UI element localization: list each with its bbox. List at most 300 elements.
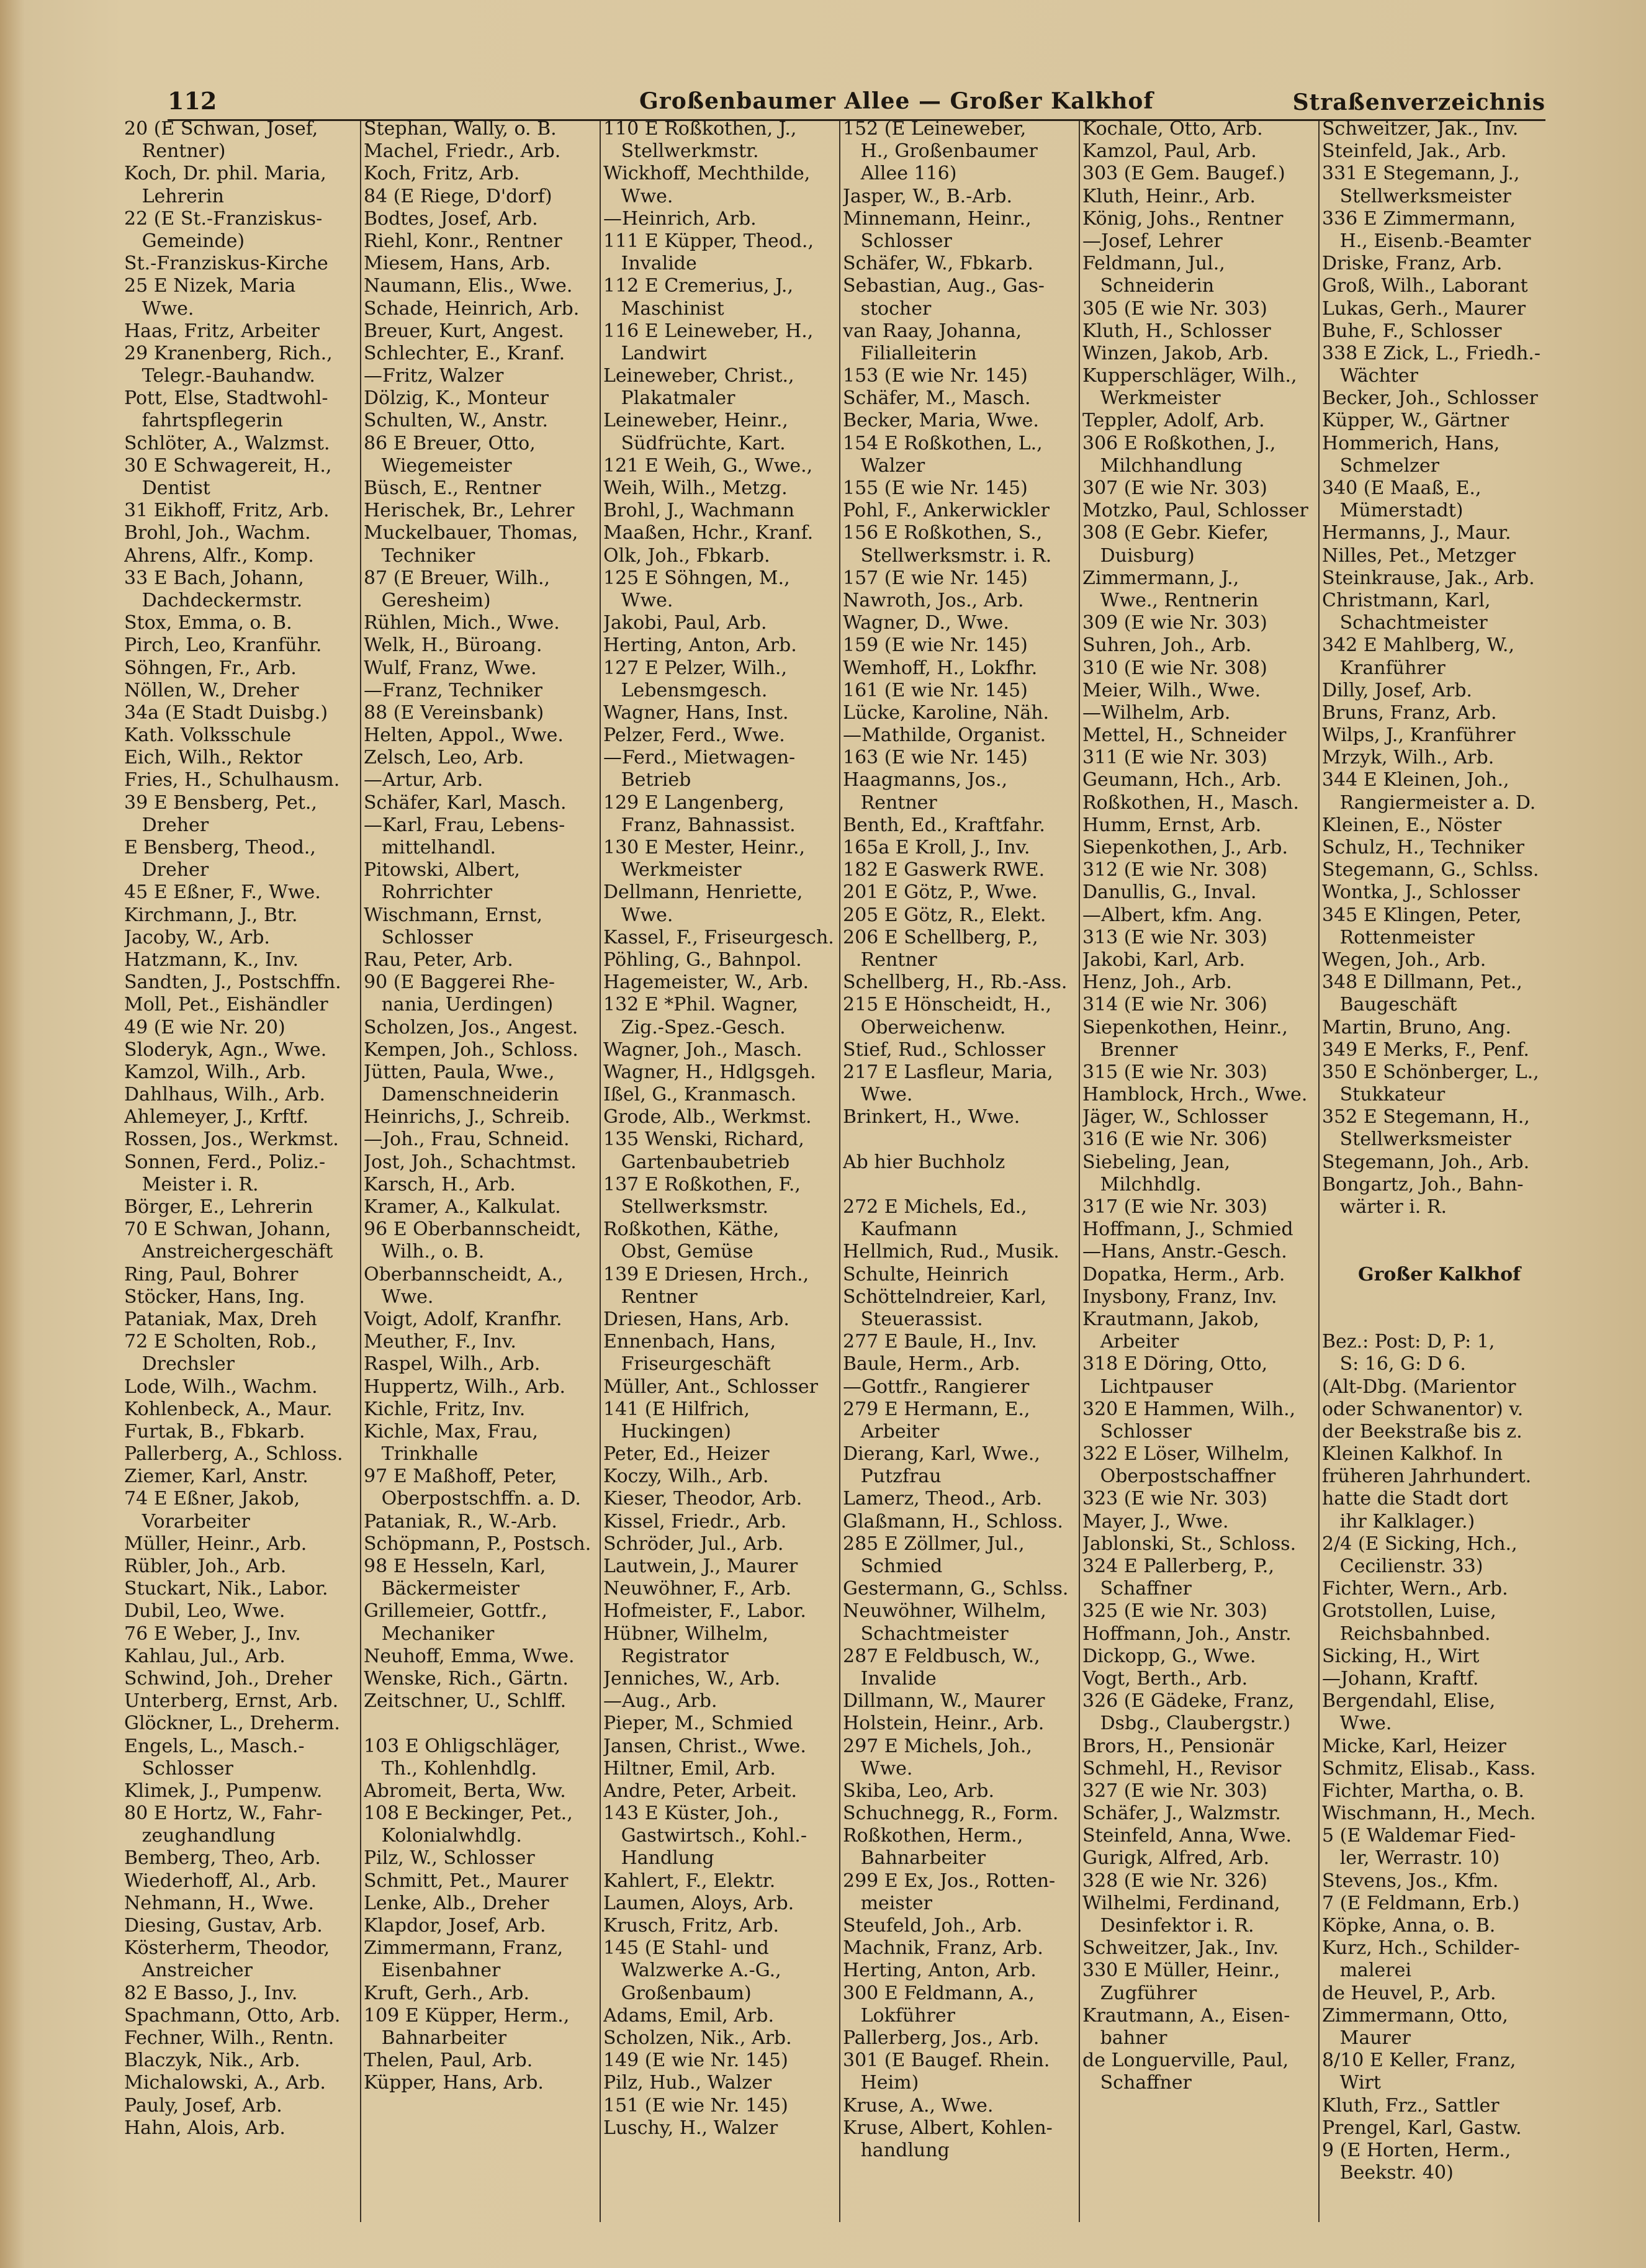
entry-line: Dierang, Karl, Wwe., xyxy=(843,1443,1040,1465)
entry-line: Weih, Wilh., Metzg. xyxy=(603,477,788,499)
entry-line: 217 E Lasfleur, Maria, xyxy=(843,1061,1053,1083)
entry-line: Koczy, Wilh., Arb. xyxy=(603,1465,769,1488)
entry-line: der Beekstraße bis z. xyxy=(1322,1420,1522,1442)
entry-line: Danullis, G., Inval. xyxy=(1082,881,1257,904)
entry-line: Andre, Peter, Arbeit. xyxy=(603,1780,798,1802)
entry-line: nania, Uerdingen) xyxy=(364,994,554,1016)
entry-line: Vorarbeiter xyxy=(124,1510,250,1532)
entry-line: 7 (E Feldmann, Erb.) xyxy=(1322,1892,1520,1914)
entry-line: Heinrichs, J., Schreib. xyxy=(364,1106,570,1128)
entry-line: Welk, H., Büroang. xyxy=(364,634,542,657)
entry-line: —Mathilde, Organist. xyxy=(843,724,1046,747)
entry-line: de Longuerville, Paul, xyxy=(1082,2050,1289,2072)
column-4 xyxy=(843,118,1077,2228)
entry-line: Pitowski, Albert, xyxy=(364,859,520,881)
entry-line: 326 (E Gädeke, Franz, xyxy=(1082,1690,1295,1712)
entry-line: 338 E Zick, L., Friedh.- xyxy=(1322,342,1540,364)
entry-line: Filialleiterin xyxy=(843,342,977,364)
entry-line: Schmelzer xyxy=(1322,454,1439,477)
entry-line: 344 E Kleinen, Joh., xyxy=(1322,769,1509,791)
entry-line: Techniker xyxy=(364,544,475,567)
entry-line: 215 E Hönscheidt, H., xyxy=(843,994,1052,1016)
entry-line: Kempen, Joh., Schloss. xyxy=(364,1038,578,1061)
entry-line: Hamblock, Hrch., Wwe. xyxy=(1082,1084,1308,1106)
entry-line: Fichter, Martha, o. B. xyxy=(1322,1780,1524,1802)
entry-line: Lamerz, Theod., Arb. xyxy=(843,1488,1042,1510)
entry-line: Milchhandlung xyxy=(1082,454,1243,477)
entry-line: Kamzol, Wilh., Arb. xyxy=(124,1061,307,1083)
entry-line: Kramer, A., Kalkulat. xyxy=(364,1196,561,1218)
entry-line: Krautmann, A., Eisen- xyxy=(1082,2004,1290,2027)
entry-line: 277 E Baule, H., Inv. xyxy=(843,1331,1037,1353)
entry-line: Neuhoff, Emma, Wwe. xyxy=(364,1645,575,1667)
entry-line: Neuwöhner, Wilhelm, xyxy=(843,1600,1046,1622)
entry-line: 308 (E Gebr. Kiefer, xyxy=(1082,522,1269,544)
entry-line: Wagner, Hans, Inst. xyxy=(603,701,789,724)
entry-line: Stellwerksmstr. xyxy=(603,1196,768,1218)
entry-line: Stuckart, Nik., Labor. xyxy=(124,1578,328,1600)
entry-line: Eisenbahner xyxy=(364,1960,501,1982)
entry-line: Feldmann, Jul., xyxy=(1082,253,1225,275)
entry-line: Luschy, H., Walzer xyxy=(603,2117,778,2139)
entry-line: Schöpmann, P., Postsch. xyxy=(364,1532,591,1555)
entry-line: Dopatka, Herm., Arb. xyxy=(1082,1263,1285,1285)
entry-line: Kissel, Friedr., Arb. xyxy=(603,1510,787,1532)
entry-line: Oberpostschffn. a. D. xyxy=(364,1488,581,1510)
entry-line: Jost, Joh., Schachtmst. xyxy=(364,1151,577,1173)
entry-line: Stox, Emma, o. B. xyxy=(124,612,292,634)
entry-line: 306 E Roßkothen, J., xyxy=(1082,432,1276,454)
entry-line: Büsch, E., Rentner xyxy=(364,477,541,499)
entry-line: Brors, H., Pensionär xyxy=(1082,1735,1274,1757)
entry-line: Jasper, W., B.-Arb. xyxy=(843,185,1013,207)
entry-line: Brohl, J., Wachmann xyxy=(603,500,794,522)
entry-line: 143 E Küster, Joh., xyxy=(603,1802,780,1825)
entry-line: Raspel, Wilh., Arb. xyxy=(364,1353,541,1375)
entry-line: Bergendahl, Elise, xyxy=(1322,1690,1496,1712)
entry-line: Nawroth, Jos., Arb. xyxy=(843,589,1024,611)
entry-line: 272 E Michels, Ed., xyxy=(843,1196,1027,1218)
entry-line: Michalowski, A., Arb. xyxy=(124,2072,326,2094)
entry-line: Vogt, Berth., Arb. xyxy=(1082,1667,1248,1690)
entry-line: Machnik, Franz, Arb. xyxy=(843,1937,1043,1960)
entry-line: Rossen, Jos., Werkmst. xyxy=(124,1128,339,1151)
entry-line: Schäfer, W., Fbkarb. xyxy=(843,253,1033,275)
entry-line: Ahrens, Alfr., Komp. xyxy=(124,544,314,567)
entry-line: 30 E Schwagereit, H., xyxy=(124,454,332,477)
entry-line: Mettel, H., Schneider xyxy=(1082,724,1287,747)
entry-line: Prengel, Karl, Gastw. xyxy=(1322,2117,1522,2139)
entry-line: 311 (E wie Nr. 303) xyxy=(1082,747,1267,769)
entry-line xyxy=(1322,1286,1557,1308)
entry-line: Franz, Bahnassist. xyxy=(603,814,796,836)
entry-line: Kieser, Theodor, Arb. xyxy=(603,1488,803,1510)
entry-line: Telegr.-Bauhandw. xyxy=(124,365,315,387)
entry-line: 314 (E wie Nr. 306) xyxy=(1082,994,1267,1016)
entry-line: oder Schwanentor) v. xyxy=(1322,1398,1524,1420)
entry-line: Rübler, Joh., Arb. xyxy=(124,1555,287,1577)
entry-line: Kohlenbeck, A., Maur. xyxy=(124,1398,333,1420)
entry-line: Rentner xyxy=(843,948,937,971)
entry-line: 82 E Basso, J., Inv. xyxy=(124,1982,298,2004)
entry-line: 70 E Schwan, Johann, xyxy=(124,1218,331,1241)
entry-line: 287 E Feldbusch, W., xyxy=(843,1645,1040,1667)
entry-line: H., Großenbaumer xyxy=(843,140,1038,163)
entry-line: 108 E Beckinger, Pet., xyxy=(364,1802,573,1825)
entry-line: 80 E Hortz, W., Fahr- xyxy=(124,1802,323,1825)
entry-line: Brohl, Joh., Wachm. xyxy=(124,522,311,544)
entry-line: Skiba, Leo, Arb. xyxy=(843,1780,995,1802)
entry-line: Ennenbach, Hans, xyxy=(603,1331,776,1353)
entry-line: Wilps, J., Kranführer xyxy=(1322,724,1516,747)
column-divider xyxy=(1079,121,1080,2222)
entry-line xyxy=(1322,1218,1557,1241)
entry-line: 316 (E wie Nr. 306) xyxy=(1082,1128,1267,1151)
entry-line: König, Johs., Rentner xyxy=(1082,207,1284,230)
entry-line: 125 E Söhngen, M., xyxy=(603,567,790,589)
entry-line: Sloderyk, Agn., Wwe. xyxy=(124,1038,327,1061)
entry-line: Wächter xyxy=(1322,365,1418,387)
entry-line: —Franz, Techniker xyxy=(364,679,542,701)
entry-line: Pohl, F., Ankerwickler xyxy=(843,500,1050,522)
entry-line: Bruns, Franz, Arb. xyxy=(1322,701,1497,724)
entry-line: —Aug., Arb. xyxy=(603,1690,717,1712)
entry-line: Jakobi, Karl, Arb. xyxy=(1082,948,1246,971)
entry-line: Großenbaum) xyxy=(603,1982,752,2004)
entry-line: 29 Kranenberg, Rich., xyxy=(124,342,333,364)
entry-line: Schlosser xyxy=(364,926,473,948)
entry-line: 350 E Schönberger, L., xyxy=(1322,1061,1539,1083)
entry-line: Steufeld, Joh., Arb. xyxy=(843,1915,1023,1937)
entry-line: —Hans, Anstr.-Gesch. xyxy=(1082,1241,1287,1263)
entry-line: Schachtmeister xyxy=(843,1622,1009,1645)
entry-line: Buhe, F., Schlosser xyxy=(1322,320,1502,342)
entry-line: Kluth, Heinr., Arb. xyxy=(1082,185,1256,207)
entry-line: Wwe. xyxy=(603,904,673,926)
entry-line: Scholzen, Jos., Angest. xyxy=(364,1016,578,1038)
entry-line: —Ferd., Mietwagen- xyxy=(603,747,796,769)
entry-line: Humm, Ernst, Arb. xyxy=(1082,814,1262,836)
entry-line xyxy=(1322,1241,1557,1263)
entry-line: Zelsch, Leo, Arb. xyxy=(364,747,524,769)
entry-line: Stief, Rud., Schlosser xyxy=(843,1038,1046,1061)
entry-line: Benth, Ed., Kraftfahr. xyxy=(843,814,1045,836)
entry-line: Pataniak, Max, Dreh xyxy=(124,1308,317,1330)
entry-line: Rentner) xyxy=(124,140,226,163)
column-5 xyxy=(1082,118,1317,2228)
entry-line: 112 E Cremerius, J., xyxy=(603,275,793,297)
entry-line: Pilz, Hub., Walzer xyxy=(603,2072,772,2094)
entry-line: 313 (E wie Nr. 303) xyxy=(1082,926,1267,948)
entry-line: Wagner, H., Hdlgsgeh. xyxy=(603,1061,816,1083)
entry-line: Kruse, Albert, Kohlen- xyxy=(843,2117,1053,2139)
entry-line: Teppler, Adolf, Arb. xyxy=(1082,410,1265,432)
entry-line: Wickhoff, Mechthilde, xyxy=(603,163,811,185)
entry-line: Pallerberg, A., Schloss. xyxy=(124,1443,343,1465)
entry-line: 349 E Merks, F., Penf. xyxy=(1322,1038,1529,1061)
entry-line: 331 E Stegemann, J., xyxy=(1322,163,1520,185)
entry-line: Schlosser xyxy=(124,1757,233,1780)
entry-line: Nöllen, W., Dreher xyxy=(124,679,299,701)
entry-line: E Bensberg, Theod., xyxy=(124,837,316,858)
column-divider xyxy=(600,121,601,2222)
entry-line: Stöcker, Hans, Ing. xyxy=(124,1285,305,1308)
entry-line: Blaczyk, Nik., Arb. xyxy=(124,2050,300,2072)
entry-line: Haagmanns, Jos., xyxy=(843,769,1008,791)
entry-line: Duisburg) xyxy=(1082,544,1195,567)
entry-line: Olk, Joh., Fbkarb. xyxy=(603,544,770,567)
entry-line: Hermanns, J., Maur. xyxy=(1322,522,1511,544)
entry-line: Bahnarbeiter xyxy=(843,1847,986,1870)
street-heading: Großer Kalkhof xyxy=(1358,1263,1521,1285)
entry-line: Neuwöhner, F., Arb. xyxy=(603,1578,792,1600)
entry-line: —Artur, Arb. xyxy=(364,769,483,791)
entry-line: Christmann, Karl, xyxy=(1322,589,1491,611)
entry-line: 31 Eikhoff, Fritz, Arb. xyxy=(124,500,330,522)
entry-line: Hoffmann, J., Schmied xyxy=(1082,1218,1293,1241)
entry-line: Gastwirtsch., Kohl.- xyxy=(603,1825,807,1847)
entry-line: 154 E Roßkothen, L., xyxy=(843,432,1043,454)
entry-line: 139 E Driesen, Hrch., xyxy=(603,1263,809,1285)
entry-line: 318 E Döring, Otto, xyxy=(1082,1353,1268,1375)
entry-line: Schröder, Jul., Arb. xyxy=(603,1532,784,1555)
entry-line: 98 E Hesseln, Karl, xyxy=(364,1555,546,1577)
entry-line: Jacoby, W., Arb. xyxy=(124,926,270,948)
entry-line: Maaßen, Hchr., Kranf. xyxy=(603,522,814,544)
entry-line: 25 E Nizek, Maria xyxy=(124,275,296,297)
entry-line: Jablonski, St., Schloss. xyxy=(1082,1532,1297,1555)
entry-line: Arbeiter xyxy=(843,1420,940,1442)
entry-line: 103 E Ohligschläger, xyxy=(364,1735,561,1757)
entry-line: Steinkrause, Jak., Arb. xyxy=(1322,567,1535,589)
entry-line: Stevens, Jos., Kfm. xyxy=(1322,1870,1499,1892)
entry-line: Müller, Heinr., Arb. xyxy=(124,1532,307,1555)
entry-line: Huckingen) xyxy=(603,1420,731,1442)
entry-line: Wenske, Rich., Gärtn. xyxy=(364,1667,569,1690)
entry-line: 109 E Küpper, Herm., xyxy=(364,2004,570,2027)
entry-line: Stellwerkmstr. xyxy=(603,140,759,163)
page-number: 112 xyxy=(168,87,217,115)
entry-line: Schwind, Joh., Dreher xyxy=(124,1667,333,1690)
entry-line: Thelen, Paul, Arb. xyxy=(364,2050,533,2072)
entry-line: Inysbony, Franz, Inv. xyxy=(1082,1285,1277,1308)
entry-line: Roßkothen, Herm., xyxy=(843,1825,1023,1847)
entry-line: Schlosser xyxy=(1082,1420,1192,1442)
entry-line: Pott, Else, Stadtwohl- xyxy=(124,387,328,410)
entry-line: St.-Franziskus-Kirche xyxy=(124,253,328,275)
entry-line: 155 (E wie Nr. 145) xyxy=(843,477,1028,499)
entry-line: 312 (E wie Nr. 308) xyxy=(1082,859,1267,881)
entry-line: —Josef, Lehrer xyxy=(1082,230,1223,252)
entry-line: fahrtspflegerin xyxy=(124,410,283,432)
entry-line: Bodtes, Josef, Arb. xyxy=(364,207,538,230)
entry-line: Trinkhalle xyxy=(364,1443,479,1465)
entry-line: Wilhelmi, Ferdinand, xyxy=(1082,1892,1280,1914)
entry-line: 161 (E wie Nr. 145) xyxy=(843,679,1028,701)
entry-line: Mechaniker xyxy=(364,1622,495,1645)
entry-line: 97 E Maßhoff, Peter, xyxy=(364,1465,557,1488)
entry-line: Stegemann, Joh., Arb. xyxy=(1322,1151,1530,1173)
entry-line: Nilles, Pet., Metzger xyxy=(1322,544,1516,567)
entry-line: Kirchmann, J., Btr. xyxy=(124,904,298,926)
entry-line: Söhngen, Fr., Arb. xyxy=(124,657,297,679)
entry-line: 345 E Klingen, Peter, xyxy=(1322,904,1522,926)
entry-line: 74 E Eßner, Jakob, xyxy=(124,1488,300,1510)
entry-line: Kupperschläger, Wilh., xyxy=(1082,365,1297,387)
entry-line: Schuchnegg, R., Form. xyxy=(843,1802,1059,1825)
entry-line: Lebensmgesch. xyxy=(603,679,768,701)
entry-line: Wagner, Joh., Masch. xyxy=(603,1038,803,1061)
entry-line: Schulten, W., Anstr. xyxy=(364,410,549,432)
entry-line: Küpper, Hans, Arb. xyxy=(364,2072,544,2094)
entry-line: 201 E Götz, P., Wwe. xyxy=(843,881,1038,904)
entry-line: ler, Werrastr. 10) xyxy=(1322,1847,1500,1870)
entry-line: 152 (E Leineweber, xyxy=(843,118,1027,140)
entry-line: 352 E Stegemann, H., xyxy=(1322,1106,1530,1128)
entry-line: Stukkateur xyxy=(1322,1084,1446,1106)
entry-line: 84 (E Riege, D'dorf) xyxy=(364,185,552,207)
entry-line: Zimmermann, J., xyxy=(1082,567,1239,589)
entry-line: Anstreichergeschäft xyxy=(124,1241,333,1263)
entry-line: Fechner, Wilh., Rentn. xyxy=(124,2027,335,2049)
entry-line: 130 E Mester, Heinr., xyxy=(603,837,805,858)
entry-line: Schmitt, Pet., Maurer xyxy=(364,1870,569,1892)
entry-line: —Karl, Frau, Lebens- xyxy=(364,814,565,836)
page-header xyxy=(168,82,1545,121)
entry-line: Maurer xyxy=(1322,2027,1411,2049)
entry-line: 45 E Eßner, F., Wwe. xyxy=(124,881,321,904)
entry-line: Engels, L., Masch.- xyxy=(124,1735,305,1757)
entry-line: Stellwerksmstr. i. R. xyxy=(843,544,1052,567)
entry-line: Klimek, J., Pumpenw. xyxy=(124,1780,323,1802)
entry-line: Stegemann, G., Schlss. xyxy=(1322,859,1539,881)
entry-line: Groß, Wilh., Laborant xyxy=(1322,275,1528,297)
entry-line: 309 (E wie Nr. 303) xyxy=(1082,612,1267,634)
entry-line: Rentner xyxy=(843,791,937,814)
entry-line: 279 E Hermann, E., xyxy=(843,1398,1030,1420)
entry-line: 86 E Breuer, Otto, xyxy=(364,432,536,454)
entry-line: Lücke, Karoline, Näh. xyxy=(843,701,1050,724)
entry-line: Schulte, Heinrich xyxy=(843,1263,1009,1285)
entry-line: Oberbannscheidt, A., xyxy=(364,1263,564,1285)
entry-line: Zugführer xyxy=(1082,1982,1197,2004)
entry-line: Wemhoff, H., Lokfhr. xyxy=(843,657,1038,679)
entry-line: Ring, Paul, Bohrer xyxy=(124,1263,299,1285)
entry-line: Allee 116) xyxy=(843,163,957,185)
entry-line: Leineweber, Heinr., xyxy=(603,410,788,432)
entry-line: 336 E Zimmermann, xyxy=(1322,207,1516,230)
entry-line: Nehmann, H., Wwe. xyxy=(124,1892,314,1914)
entry-line xyxy=(843,1128,1077,1151)
entry-line: Milchhdlg. xyxy=(1082,1173,1202,1195)
entry-line: Friseurgeschäft xyxy=(603,1353,771,1375)
entry-line: Schäfer, M., Masch. xyxy=(843,387,1031,410)
entry-line: Kamzol, Paul, Arb. xyxy=(1082,140,1257,163)
entry-line: 206 E Schellberg, P., xyxy=(843,926,1038,948)
entry-line: mittelhandl. xyxy=(364,837,496,858)
entry-line: Schlosser xyxy=(843,230,952,252)
entry-line: ihr Kalklager.) xyxy=(1322,1510,1475,1532)
entry-line: Herischek, Br., Lehrer xyxy=(364,500,575,522)
entry-line: Hagemeister, W., Arb. xyxy=(603,971,809,994)
entry-line: Diesing, Gustav, Arb. xyxy=(124,1915,323,1937)
entry-line: Wwe., Rentnerin xyxy=(1082,589,1259,611)
entry-line: Abromeit, Berta, Ww. xyxy=(364,1780,566,1802)
entry-line: Grotstollen, Luise, xyxy=(1322,1600,1496,1622)
entry-line: Jütten, Paula, Wwe., xyxy=(364,1061,555,1083)
entry-line: 310 (E wie Nr. 308) xyxy=(1082,657,1267,679)
entry-line: van Raay, Johanna, xyxy=(843,320,1022,342)
entry-line: malerei xyxy=(1322,1960,1411,1982)
entry-line: 96 E Oberbannscheidt, xyxy=(364,1218,582,1241)
entry-line: zeughandlung xyxy=(124,1825,276,1847)
entry-line: —Fritz, Walzer xyxy=(364,365,504,387)
entry-line: Leineweber, Christ., xyxy=(603,365,794,387)
entry-line: Beekstr. 40) xyxy=(1322,2162,1454,2184)
entry-line: 297 E Michels, Joh., xyxy=(843,1735,1032,1757)
entry-line: 39 E Bensberg, Pet., xyxy=(124,791,317,814)
entry-line: 307 (E wie Nr. 303) xyxy=(1082,477,1267,499)
entry-line: 299 E Ex, Jos., Rotten- xyxy=(843,1870,1056,1892)
entry-line: 317 (E wie Nr. 303) xyxy=(1082,1196,1267,1218)
entry-line: Anstreicher xyxy=(124,1960,253,1982)
entry-line: S: 16, G: D 6. xyxy=(1322,1353,1466,1375)
entry-line: Dahlhaus, Wilh., Arb. xyxy=(124,1084,326,1106)
entry-line: Schäfer, J., Walzmstr. xyxy=(1082,1802,1281,1825)
entry-line: Wwe. xyxy=(124,297,194,320)
entry-line: 303 (E Gem. Baugef.) xyxy=(1082,163,1285,185)
entry-line: Winzen, Jakob, Arb. xyxy=(1082,342,1269,364)
entry-line: Obst, Gemüse xyxy=(603,1241,753,1263)
entry-line: 34a (E Stadt Duisbg.) xyxy=(124,701,328,724)
entry-line: Bemberg, Theo, Arb. xyxy=(124,1847,321,1870)
entry-line: Kochale, Otto, Arb. xyxy=(1082,118,1263,140)
entry-line: Koch, Fritz, Arb. xyxy=(364,163,520,185)
entry-line: Plakatmaler xyxy=(603,387,735,410)
entry-line: Lautwein, J., Maurer xyxy=(603,1555,798,1577)
entry-line: Naumann, Elis., Wwe. xyxy=(364,275,573,297)
entry-line: Becker, Joh., Schlosser xyxy=(1322,387,1538,410)
entry-line: 320 E Hammen, Wilh., xyxy=(1082,1398,1296,1420)
entry-line: 135 Wenski, Richard, xyxy=(603,1128,804,1151)
entry-line: Dölzig, K., Monteur xyxy=(364,387,549,410)
entry-line xyxy=(1322,1308,1557,1331)
entry-line: de Heuvel, P., Arb. xyxy=(1322,1982,1496,2004)
entry-line: Pallerberg, Jos., Arb. xyxy=(843,2027,1040,2049)
entry-line: Geumann, Hch., Arb. xyxy=(1082,769,1282,791)
entry-line: Wiegemeister xyxy=(364,454,512,477)
entry-line: 315 (E wie Nr. 303) xyxy=(1082,1061,1267,1083)
entry-line: Kahlert, F., Elektr. xyxy=(603,1870,776,1892)
entry-line: Bez.: Post: D, P: 1, xyxy=(1322,1331,1495,1353)
entry-line: Baule, Herm., Arb. xyxy=(843,1353,1020,1375)
entry-line: Schweitzer, Jak., Inv. xyxy=(1322,118,1519,140)
entry-line: Jakobi, Paul, Arb. xyxy=(603,612,767,634)
entry-line: Breuer, Kurt, Angest. xyxy=(364,320,564,342)
entry-line: Jansen, Christ., Wwe. xyxy=(603,1735,806,1757)
entry-line: 324 E Pallerberg, P., xyxy=(1082,1555,1274,1577)
entry-line: Mayer, J., Wwe. xyxy=(1082,1510,1229,1532)
entry-line: 301 (E Baugef. Rhein. xyxy=(843,2050,1050,2072)
entry-line: Meister i. R. xyxy=(124,1173,259,1195)
entry-line: früheren Jahrhundert. xyxy=(1322,1465,1532,1488)
column-1 xyxy=(124,118,359,2228)
entry-line: Kichle, Max, Frau, xyxy=(364,1420,539,1442)
entry-line: Ahlemeyer, J., Krftf. xyxy=(124,1106,309,1128)
entry-line: 9 (E Horten, Herm., xyxy=(1322,2139,1511,2161)
entry-line: 340 (E Maaß, E., xyxy=(1322,477,1482,499)
entry-line: Wwe. xyxy=(1322,1712,1392,1735)
